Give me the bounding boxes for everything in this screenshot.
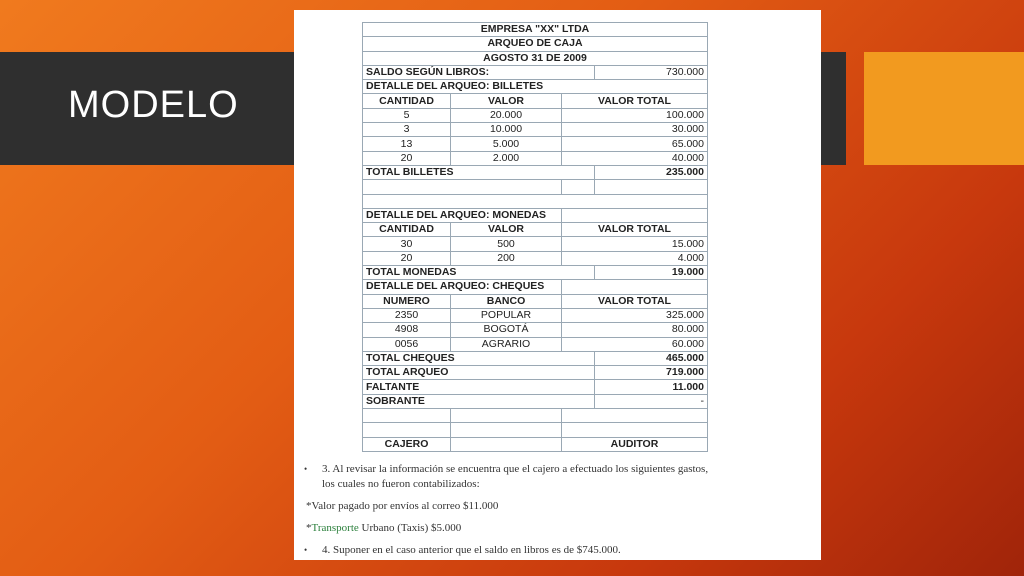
- accent-square: [864, 52, 1024, 165]
- company-name: EMPRESA "XX" LTDA: [363, 23, 708, 37]
- blank-cell: [562, 423, 708, 437]
- table-cell: 30.000: [562, 123, 708, 137]
- sobrante-value: -: [595, 394, 708, 408]
- saldo-value: 730.000: [595, 65, 708, 79]
- faltante-label: FALTANTE: [363, 380, 595, 394]
- blank-cell: [562, 208, 708, 222]
- note-transporte: [306, 522, 461, 534]
- table-cell: 0056: [363, 337, 451, 351]
- total-monedas-label: TOTAL MONEDAS: [363, 266, 595, 280]
- total-arqueo-label: TOTAL ARQUEO: [363, 366, 595, 380]
- blank-cell: [363, 194, 708, 208]
- column-header: CANTIDAD: [363, 94, 451, 108]
- arqueo-table: [362, 22, 708, 452]
- blank-cell: [562, 409, 708, 423]
- column-header: CANTIDAD: [363, 223, 451, 237]
- table-cell: 200: [451, 251, 562, 265]
- column-header: BANCO: [451, 294, 562, 308]
- table-row: [363, 308, 708, 322]
- doc-date: AGOSTO 31 DE 2009: [363, 51, 708, 65]
- doc-title: ARQUEO DE CAJA: [363, 37, 708, 51]
- blank-cell: [363, 423, 451, 437]
- bullet: •: [304, 464, 308, 474]
- table-cell: 100.000: [562, 108, 708, 122]
- table-cell: 15.000: [562, 237, 708, 251]
- note-3-line-2: los cuales no fueron contabilizados:: [322, 478, 480, 490]
- table-cell: 65.000: [562, 137, 708, 151]
- transporte-word: Transporte: [311, 522, 359, 534]
- table-row: [363, 137, 708, 151]
- sobrante-label: SOBRANTE: [363, 394, 595, 408]
- table-cell: 2350: [363, 308, 451, 322]
- table-cell: 10.000: [451, 123, 562, 137]
- table-cell: 80.000: [562, 323, 708, 337]
- asterisk: *: [306, 522, 312, 534]
- table-row: [363, 251, 708, 265]
- table-row: [363, 108, 708, 122]
- table-cell: 2.000: [451, 151, 562, 165]
- table-row: [363, 323, 708, 337]
- table-cell: 325.000: [562, 308, 708, 322]
- blank-cell: [363, 409, 451, 423]
- blank-cell: [451, 409, 562, 423]
- table-row: [363, 337, 708, 351]
- total-billetes-value: 235.000: [595, 165, 708, 179]
- table-cell: 40.000: [562, 151, 708, 165]
- total-monedas-value: 19.000: [595, 266, 708, 280]
- blank-cell: [451, 423, 562, 437]
- table-cell: POPULAR: [451, 308, 562, 322]
- table-row: [363, 237, 708, 251]
- saldo-label: SALDO SEGÚN LIBROS:: [363, 65, 595, 79]
- billetes-title: DETALLE DEL ARQUEO: BILLETES: [363, 80, 708, 94]
- blank-cell: [595, 180, 708, 194]
- bullet: •: [304, 545, 308, 555]
- note-3-line-1: 3. Al revisar la información se encuentra que el cajero a efectuado los siguientes gastos,: [322, 463, 709, 475]
- blank-cell: [451, 437, 562, 451]
- cajero-signature: CAJERO: [363, 437, 451, 451]
- table-cell: 60.000: [562, 337, 708, 351]
- table-cell: 20.000: [451, 108, 562, 122]
- faltante-value: 11.000: [595, 380, 708, 394]
- document-image: [294, 10, 821, 560]
- table-cell: BOGOTÁ: [451, 323, 562, 337]
- column-header: VALOR: [451, 223, 562, 237]
- table-cell: 30: [363, 237, 451, 251]
- column-header: VALOR TOTAL: [562, 94, 708, 108]
- table-cell: 5.000: [451, 137, 562, 151]
- total-cheques-value: 465.000: [595, 351, 708, 365]
- column-header: VALOR TOTAL: [562, 223, 708, 237]
- table-cell: 500: [451, 237, 562, 251]
- monedas-title: DETALLE DEL ARQUEO: MONEDAS: [363, 208, 562, 222]
- transporte-rest: Urbano (Taxis) $5.000: [358, 522, 462, 534]
- column-header: VALOR: [451, 94, 562, 108]
- note-correo: *Valor pagado por envíos al correo $11.000: [306, 500, 499, 512]
- table-cell: 4.000: [562, 251, 708, 265]
- blank-cell: [562, 180, 595, 194]
- total-billetes-label: TOTAL BILLETES: [363, 165, 595, 179]
- table-cell: 3: [363, 123, 451, 137]
- cheques-title: DETALLE DEL ARQUEO: CHEQUES: [363, 280, 562, 294]
- blank-cell: [363, 180, 562, 194]
- table-cell: 4908: [363, 323, 451, 337]
- table-row: [363, 151, 708, 165]
- column-header: NUMERO: [363, 294, 451, 308]
- table-row: [363, 123, 708, 137]
- table-cell: 20: [363, 251, 451, 265]
- note-4: 4. Suponer en el caso anterior que el saldo en libros es de $745.000.: [322, 544, 621, 556]
- slide-title: MODELO: [68, 84, 239, 126]
- total-arqueo-value: 719.000: [595, 366, 708, 380]
- table-cell: 20: [363, 151, 451, 165]
- auditor-signature: AUDITOR: [562, 437, 708, 451]
- total-cheques-label: TOTAL CHEQUES: [363, 351, 595, 365]
- table-cell: AGRARIO: [451, 337, 562, 351]
- table-cell: 5: [363, 108, 451, 122]
- column-header: VALOR TOTAL: [562, 294, 708, 308]
- blank-cell: [562, 280, 708, 294]
- table-cell: 13: [363, 137, 451, 151]
